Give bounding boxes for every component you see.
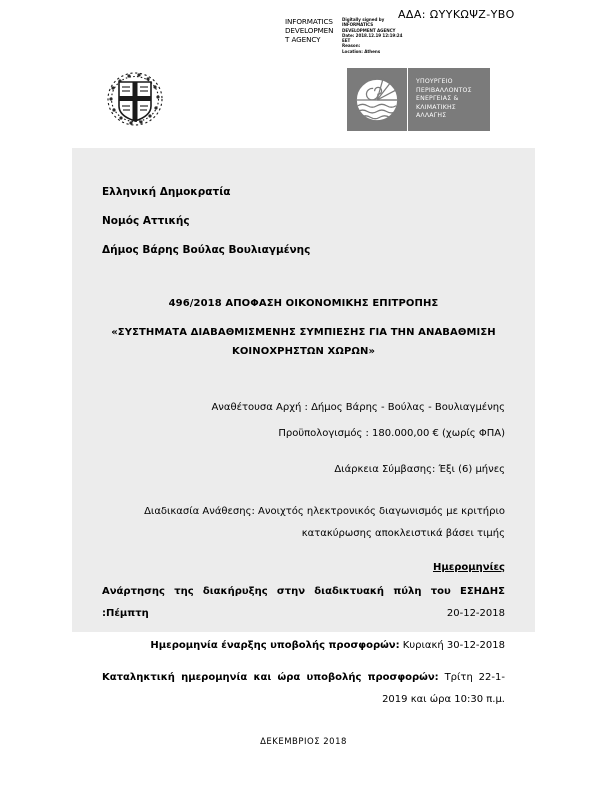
ministry-name-line-2: ΠΕΡΙΒΑΛΛΟΝΤΟΣ bbox=[416, 86, 472, 94]
ada-code-label: ΑΔΑ: ΩΥΥΚΩΨΖ-ΥΒΟ bbox=[398, 8, 515, 21]
decision-number-title: 496/2018 ΑΠΟΦΑΣΗ ΟΙΚΟΝΟΜΙΚΗΣ ΕΠΙΤΡΟΠΗΣ bbox=[168, 298, 439, 309]
signature-agency-line-3: T AGENCY bbox=[285, 35, 321, 44]
contracting-authority: Αναθέτουσα Αρχή : Δήμος Βάρης - Βούλας - Βουλιαγμένης bbox=[211, 402, 505, 413]
logos-row bbox=[0, 66, 612, 138]
organization-line-country: Ελληνική Δημοκρατία bbox=[102, 186, 231, 198]
ministry-emblem-icon bbox=[347, 68, 408, 131]
digital-signature-stamp bbox=[285, 17, 415, 54]
signature-agency-name bbox=[285, 17, 339, 54]
signature-detail-line-3: DEVELOPMENT AGENCY bbox=[342, 27, 396, 33]
submission-deadline-label: Καταληκτική ημερομηνία και ώρα υποβολής προσφορών: bbox=[102, 672, 439, 683]
award-procedure-line-2: κατακύρωσης αποκλειστικά βάσει τιμής bbox=[301, 528, 505, 539]
hellenic-republic-coat-of-arms-icon bbox=[103, 68, 167, 132]
dates-section-heading: Ημερομηνίες bbox=[432, 562, 505, 573]
organization-line-municipality: Δήμος Βάρης Βούλας Βουλιαγμένης bbox=[102, 244, 311, 256]
award-procedure-line-1: Διαδικασία Ανάθεσης: Ανοιχτός ηλεκτρονικός διαγωνισμός με κριτήριο bbox=[144, 506, 505, 517]
submission-start-label: Ημερομηνία έναρξης υποβολής προσφορών: bbox=[150, 640, 400, 651]
signature-details bbox=[342, 17, 412, 54]
signature-detail-line-6: Reason: bbox=[342, 43, 361, 49]
budget-amount: Προϋπολογισμός : 180.000,00 € (χωρίς ΦΠΑ) bbox=[278, 428, 505, 439]
submission-deadline-value: Τρίτη 22-1-2019 και ώρα bbox=[382, 672, 505, 705]
document-content-panel bbox=[72, 148, 535, 747]
submission-deadline-time: 10:30 π.μ. bbox=[454, 694, 505, 705]
submission-deadline-row bbox=[102, 667, 505, 711]
ministry-name-line-1: ΥΠΟΥΡΓΕΙΟ bbox=[416, 78, 453, 86]
ministry-name-line-5: ΑΛΛΑΓΗΣ bbox=[416, 112, 447, 120]
ministry-logo bbox=[347, 68, 490, 131]
document-subject-line-2: ΚΟΙΝΟΧΡΗΣΤΩΝ ΧΩΡΩΝ» bbox=[231, 346, 376, 357]
contract-duration: Διάρκεια Σύμβασης: Έξι (6) μήνες bbox=[334, 464, 505, 475]
document-footer-date: ΔΕΚΕΜΒΡΙΟΣ 2018 bbox=[260, 737, 347, 747]
tender-meta-block bbox=[102, 395, 505, 447]
publication-date-value: 20-12-2018 bbox=[446, 608, 505, 619]
signature-detail-line-7: Location: Athens bbox=[342, 48, 381, 54]
submission-start-value: Κυριακή 30-12-2018 bbox=[402, 640, 505, 651]
organization-line-prefecture: Νομός Αττικής bbox=[102, 215, 190, 227]
award-procedure-block bbox=[102, 501, 505, 545]
organization-block bbox=[102, 186, 505, 256]
signature-detail-line-4: Date: 2018.12.19 12:19:24 bbox=[342, 32, 403, 38]
document-subject-line-1: «ΣΥΣΤΗΜΑΤΑ ΔΙΑΒΑΘΜΙΣΜΕΝΗΣ ΣΥΜΠΙΕΣΗΣ ΓΙΑ ΤΗΝ ΑΝΑΒΑΘΜΙΣΗ bbox=[111, 327, 496, 338]
signature-agency-line-2: DEVELOPMEN bbox=[285, 26, 334, 35]
ministry-name-line-4: ΚΛΙΜΑΤΙΚΗΣ bbox=[416, 103, 456, 111]
signature-agency-line-1: INFORMATICS bbox=[285, 17, 333, 26]
publication-date-row bbox=[102, 581, 505, 625]
publication-date-weekday: Πέμπτη bbox=[106, 608, 149, 619]
ministry-name-line-3: ΕΝΕΡΓΕΙΑΣ & bbox=[416, 95, 459, 103]
submission-start-row bbox=[102, 635, 505, 657]
signature-detail-line-1: Digitally signed by bbox=[342, 17, 385, 22]
signature-detail-line-2: INFORMATICS bbox=[342, 22, 374, 28]
signature-detail-line-5: EET bbox=[342, 38, 351, 44]
ministry-name-text bbox=[408, 78, 472, 120]
document-header-bar bbox=[0, 0, 612, 64]
document-subject-title bbox=[102, 323, 505, 361]
document-title-block bbox=[102, 298, 505, 361]
publication-date-label: Ανάρτησης της διακήρυξης στην διαδικτυακή πύλη του ΕΣΗΔΗΣ : bbox=[102, 586, 505, 619]
